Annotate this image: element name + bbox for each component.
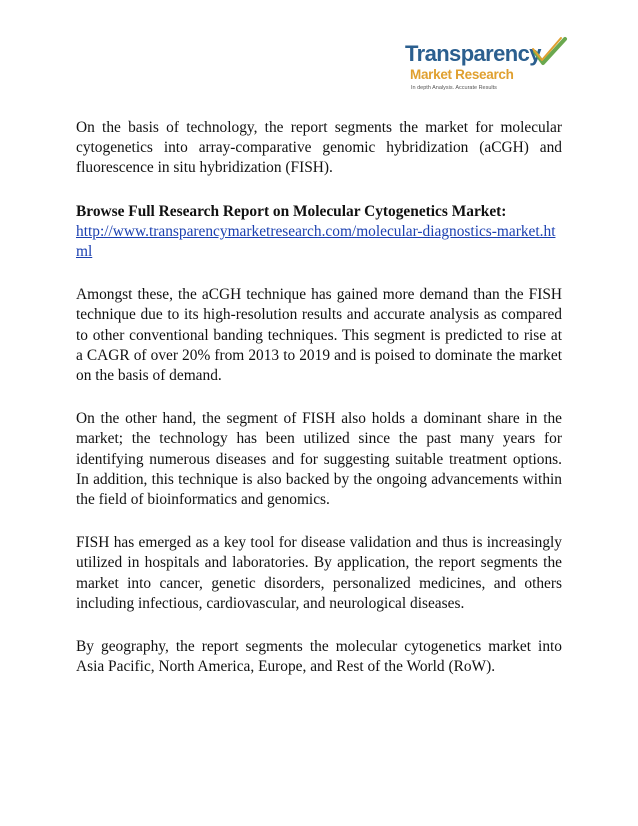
logo-name-line2: Market Research (410, 67, 514, 82)
technology-paragraph: On the basis of technology, the report segments the market for molecular cytogenetics into array-comparative genomic hybridization (aCGH) and fluorescence in situ hybridization (FISH). (76, 119, 562, 177)
checkmark-swoosh-icon (531, 36, 569, 66)
acgh-paragraph: Amongst these, the aCGH technique has gained more demand than the FISH technique due to its high-resolution results and accurate analysis as compared to other conventional banding techniques. This segment is predicted to rise at a CAGR of over 20% from 2013 to 2019 and is poised to dominate the market on the basis of demand. (76, 286, 562, 385)
browse-section (76, 202, 562, 263)
fish-share-paragraph: On the other hand, the segment of FISH also holds a dominant share in the market; the technology has been utilized since the past many years for identifying numerous diseases and for suggesting suitable treatment options. In addition, this technique is also backed by the ongoing advancements within the field of bioinformatics and genomics. (76, 410, 562, 509)
report-link[interactable]: http://www.transparencymarketresearch.com/molecular-diagnostics-market.html (76, 222, 556, 261)
geography-paragraph: By geography, the report segments the molecular cytogenetics market into Asia Pacific, North America, Europe, and Rest of the World (RoW). (76, 638, 562, 676)
company-logo (403, 36, 571, 96)
report-body (76, 118, 562, 677)
fish-tool-paragraph: FISH has emerged as a key tool for disease validation and thus is increasingly utilized in hospitals and laboratories. By application, the report segments the market into cancer, genetic disorders, personalized medicines, and others including infectious, cardiovascular, and neurological diseases. (76, 534, 562, 612)
browse-heading: Browse Full Research Report on Molecular Cytogenetics Market: (76, 202, 507, 220)
logo-name-line1: Transparency (405, 41, 541, 66)
logo-tagline: In depth Analysis. Accurate Results (411, 85, 497, 91)
